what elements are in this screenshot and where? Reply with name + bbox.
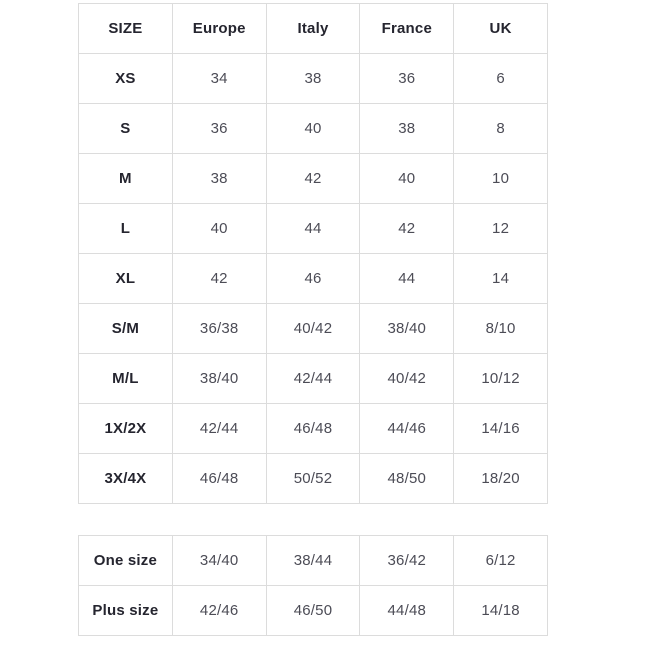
table-row xyxy=(79,304,548,354)
column-header-europe: Europe xyxy=(172,4,266,54)
size-label: XL xyxy=(79,254,173,304)
size-value: 44/48 xyxy=(360,586,454,636)
size-label: M/L xyxy=(79,354,173,404)
size-label: One size xyxy=(79,536,173,586)
table-row xyxy=(79,404,548,454)
size-value: 36 xyxy=(172,104,266,154)
size-value: 38/40 xyxy=(360,304,454,354)
size-label: XS xyxy=(79,54,173,104)
size-conversion-table xyxy=(78,3,548,504)
size-value: 46/50 xyxy=(266,586,360,636)
table-row xyxy=(79,254,548,304)
size-label: L xyxy=(79,204,173,254)
size-value: 42 xyxy=(360,204,454,254)
size-value: 40 xyxy=(172,204,266,254)
size-value: 42/44 xyxy=(266,354,360,404)
size-value: 34 xyxy=(172,54,266,104)
size-value: 8 xyxy=(454,104,548,154)
size-value: 46/48 xyxy=(266,404,360,454)
size-value: 44/46 xyxy=(360,404,454,454)
size-label: Plus size xyxy=(79,586,173,636)
size-value: 44 xyxy=(266,204,360,254)
table-row xyxy=(79,354,548,404)
size-label: 3X/4X xyxy=(79,454,173,504)
size-value: 14/18 xyxy=(454,586,548,636)
size-value: 42 xyxy=(172,254,266,304)
size-label: S xyxy=(79,104,173,154)
size-value: 42/44 xyxy=(172,404,266,454)
size-value: 6/12 xyxy=(454,536,548,586)
size-value: 36/38 xyxy=(172,304,266,354)
size-value: 38 xyxy=(360,104,454,154)
table-row xyxy=(79,204,548,254)
size-value: 46 xyxy=(266,254,360,304)
header-row xyxy=(79,4,548,54)
column-header-uk: UK xyxy=(454,4,548,54)
size-label: S/M xyxy=(79,304,173,354)
size-chart-container xyxy=(78,3,548,636)
table-row xyxy=(79,154,548,204)
table-row xyxy=(79,454,548,504)
size-value: 50/52 xyxy=(266,454,360,504)
size-value: 38/44 xyxy=(266,536,360,586)
size-value: 8/10 xyxy=(454,304,548,354)
size-label: 1X/2X xyxy=(79,404,173,454)
column-header-france: France xyxy=(360,4,454,54)
special-sizes-table xyxy=(78,535,548,636)
table-row xyxy=(79,536,548,586)
size-value: 40/42 xyxy=(360,354,454,404)
size-value: 14 xyxy=(454,254,548,304)
size-value: 14/16 xyxy=(454,404,548,454)
size-value: 18/20 xyxy=(454,454,548,504)
size-value: 36 xyxy=(360,54,454,104)
size-value: 36/42 xyxy=(360,536,454,586)
size-value: 6 xyxy=(454,54,548,104)
size-value: 42/46 xyxy=(172,586,266,636)
size-value: 46/48 xyxy=(172,454,266,504)
table-row xyxy=(79,586,548,636)
size-value: 38 xyxy=(266,54,360,104)
table-row xyxy=(79,104,548,154)
size-value: 40 xyxy=(360,154,454,204)
size-value: 10 xyxy=(454,154,548,204)
column-header-italy: Italy xyxy=(266,4,360,54)
size-value: 12 xyxy=(454,204,548,254)
table-row xyxy=(79,54,548,104)
size-value: 10/12 xyxy=(454,354,548,404)
column-header-size: SIZE xyxy=(79,4,173,54)
size-value: 44 xyxy=(360,254,454,304)
size-value: 38/40 xyxy=(172,354,266,404)
size-value: 48/50 xyxy=(360,454,454,504)
size-label: M xyxy=(79,154,173,204)
size-value: 34/40 xyxy=(172,536,266,586)
size-value: 38 xyxy=(172,154,266,204)
size-value: 42 xyxy=(266,154,360,204)
size-value: 40 xyxy=(266,104,360,154)
size-value: 40/42 xyxy=(266,304,360,354)
